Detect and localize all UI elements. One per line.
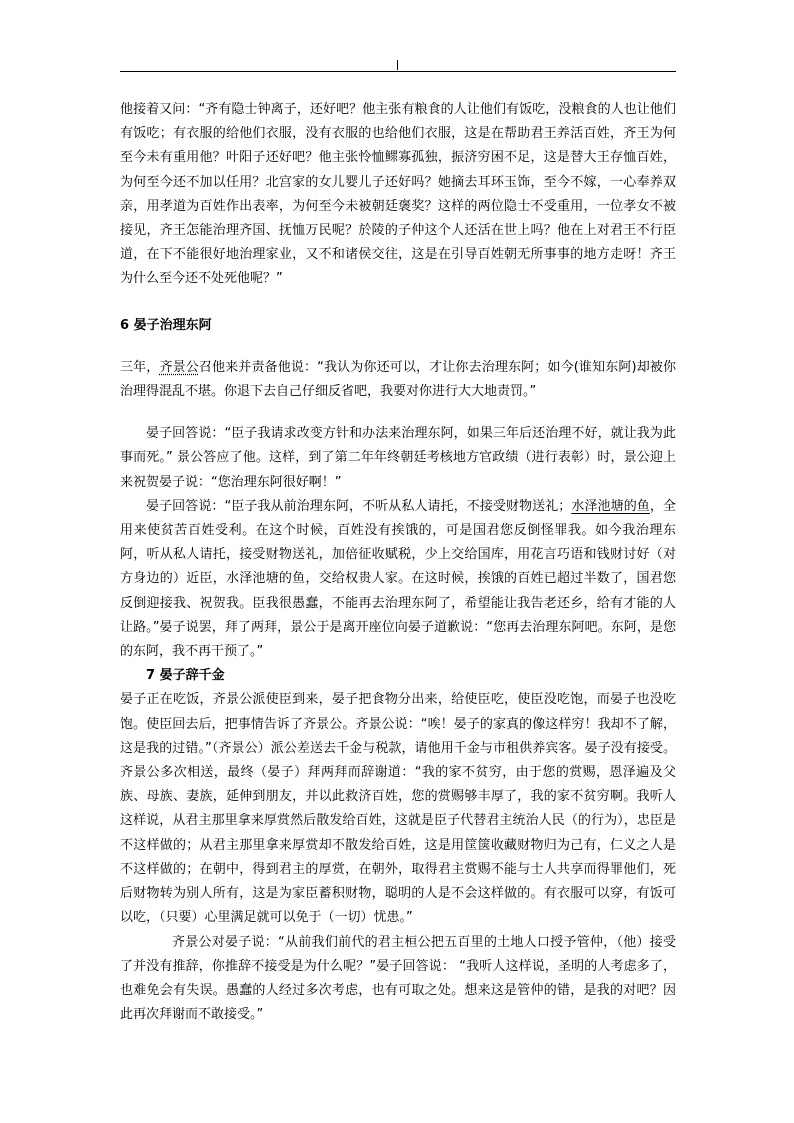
paragraph-yanzi-reply-1: 晏子回答说：“臣子我请求改变方针和办法来治理东阿，如果三年后还治理不好，就让我为此事而死。” 景公答应了他。这样，到了第二年年终朝廷考核地方官政绩（进行表彰）时，景公迎上来祝贺晏子说：“您治理东阿很好啊！” bbox=[120, 426, 676, 490]
text-segment: 晏子回答说：“臣子我从前治理东阿，不听从私人请托，不接受财物送礼； bbox=[146, 498, 572, 514]
header-rule bbox=[120, 71, 676, 72]
phrase-fish-pond: 水泽池塘的鱼 bbox=[571, 498, 650, 514]
paragraph-declines-gold: 晏子正在吃饭，齐景公派使臣到来，晏子把食物分出来，给使臣吃，使臣没吃饱，而晏子也没吃饱。使臣回去后，把事情告诉了齐景公。齐景公说：“唉！晏子的家真的像这样穷！我却不了解，这是我的过错。”（齐景公）派公差送去千金与税款，请他用千金与市租供养宾客。晏子没有接受。齐景公多次相送，最终（晏子）拜两拜而辞谢道：“我的家不贫穷，由于您的赏赐，恩泽遍及父族、母族、妻族，延伸到朋友，并以此救济百姓，您的赏赐够丰厚了，我的家不贫穷啊。我听人这样说，从君主那里拿来厚赏然后散发给百姓，这就是臣子代替君主统治人民（的行为），忠臣是不这样做的；从君主那里拿来厚赏却不散发给百姓，这是用筐箧收藏财物归为己有，仁义之人是不这样做的；在朝中，得到君主的厚赏，在朝外，取得君主赏赐不能与士人共享而得罪他们，死后财物转为别人所有，这是为家臣蓄积财物，聪明的人是不会这样做的。有衣服可以穿，有饭可以吃，（只要）心里满足就可以免于（一切）忧患。” bbox=[120, 692, 676, 926]
paragraph-guanzhong: 齐景公对晏子说：“从前我们前代的君主桓公把五百里的土地人口授予管仲，（他）接受了并没有推辞，你推辞不接受是为什么呢？”晏子回答说： “我听人这样说，圣明的人考虑多了，也难免会有失误。愚蠢的人经过多次考虑，也有可取之处。想来这是管仲的错，是我的对吧？因此再次拜谢而不敢接受。” bbox=[120, 934, 676, 1023]
document-body bbox=[120, 98, 676, 1027]
paragraph-zhonglizi: 他接着又问：“齐有隐士钟离子，还好吧？他主张有粮食的人让他们有饭吃，没粮食的人也让他们有饭吃；有衣服的给他们衣服，没有衣服的也给他们衣服，这是在帮助君王养活百姓，齐王为何至今未有重用他？叶阳子还好吧？他主张怜恤鳏寡孤独，振济穷困不足，这是替大王存恤百姓，为何至今还不加以任用？北宫家的女儿婴儿子还好吗？她摘去耳环玉饰，至今不嫁，一心奉养双亲，用孝道为百姓作出表率，为何至今未被朝廷褒奖？这样的两位隐士不受重用，一位孝女不被接见，齐王怎能治理齐国、抚恤万民呢？於陵的子仲这个人还活在世上吗？他在上对君王不行臣道，在下不能很好地治理家业，又不和诸侯交往，这是在引导百姓朝无所事事的地方走呀！齐王为什么至今还不处死他呢？” bbox=[120, 102, 676, 287]
text-segment: 三年， bbox=[120, 359, 160, 375]
header-mark bbox=[397, 60, 398, 70]
paragraph-yanzi-reply-2 bbox=[120, 495, 676, 664]
text-segment: 召他来并责备他说：“我认为你还可以，才让你去治理东阿；如今(谁知东阿)却被你治理得混乱不堪。你退下去自己仔细反省吧，我要对你进行大大地责罚。” bbox=[120, 359, 676, 400]
paragraph-jinggong-rebuke bbox=[120, 356, 676, 404]
text-segment: ，全用来使贫苦百姓受利。在这个时候，百姓没有挨饿的，可是国君您反倒怪罪我。如今我治理东阿，听从私人请托，接受财物送礼，加倍征收赋税，少上交给国库，用花言巧语和钱财讨好（对方身边的）近臣，水泽池塘的鱼，交给权贵人家。在这时候，挨饿的百姓已超过半数了，国君您反倒迎接我、祝贺我。臣我很愚蠢，不能再去治理东阿了，希望能让我告老还乡，给有才能的人让路。”晏子说罢，拜了两拜，景公于是离开座位向晏子道歉说：“您再去治理东阿吧。东阿，是您的东阿，我不再干预了。” bbox=[120, 498, 676, 660]
section-heading-6: 6 晏子治理东阿 bbox=[120, 317, 212, 333]
section-heading-7: 7 晏子辞千金 bbox=[146, 668, 225, 684]
name-qijinggong: 齐景公 bbox=[159, 359, 199, 375]
